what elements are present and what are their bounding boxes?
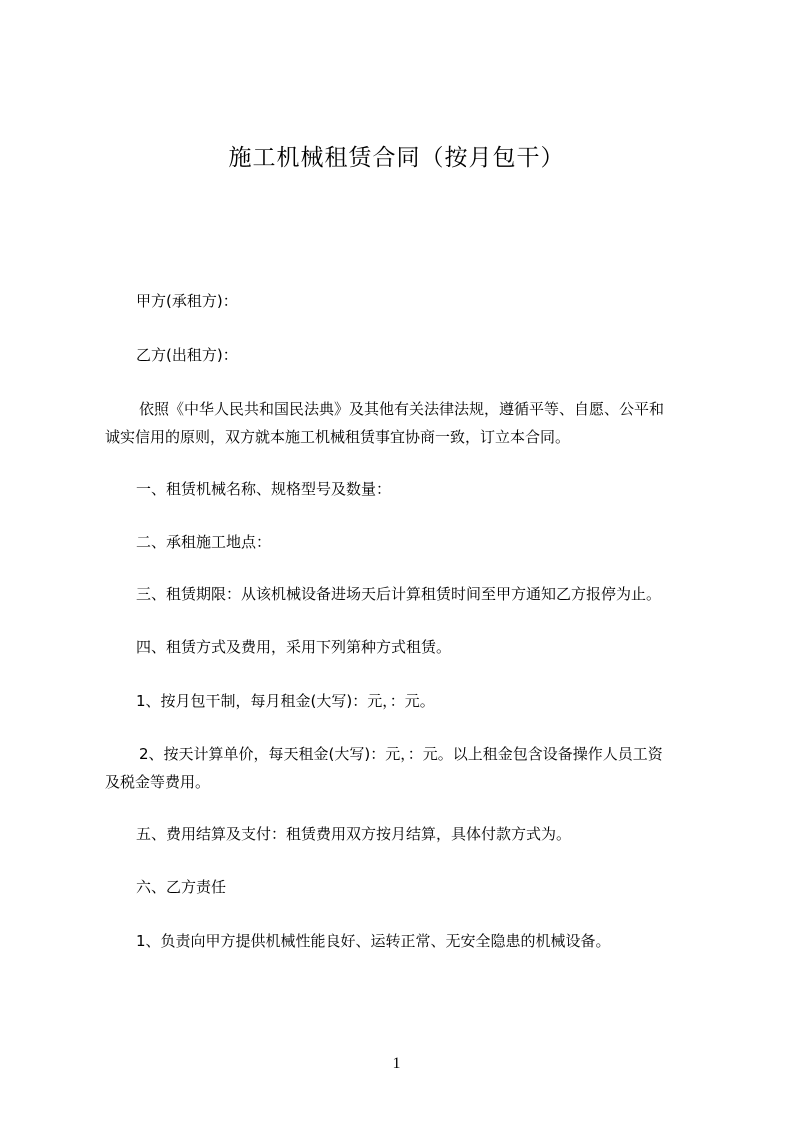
clause-4-line xyxy=(136,633,736,661)
clause-6-text: 六、乙方责任 xyxy=(136,878,227,896)
page-number: 1 xyxy=(392,1055,401,1072)
clause-6-line xyxy=(136,873,736,901)
clause-1-text: 一、租赁机械名称、规格型号及数量： xyxy=(136,480,392,498)
clause-6-1-text: 1、负责向甲方提供机械性能良好、运转正常、无安全隐患的机械设备。 xyxy=(136,932,611,950)
clause-4-text: 四、租赁方式及费用，采用下列第种方式租赁。 xyxy=(136,638,452,656)
party-a-line xyxy=(136,287,736,315)
clause-5-line xyxy=(136,820,736,848)
clause-1-line xyxy=(136,475,736,503)
clause-6-1-line xyxy=(136,927,736,955)
preamble-line-2: 诚实信用的原则，双方就本施工机械租赁事宜协商一致，订立本合同。 xyxy=(105,428,571,446)
preamble-line-1: 依照《中华人民共和国民法典》及其他有关法律法规，遵循平等、自愿、公平和 xyxy=(139,400,665,418)
clause-3-text: 三、租赁期限：从该机械设备进场天后计算租赁时间至甲方通知乙方报停为止。 xyxy=(136,585,662,603)
clause-4-1-line xyxy=(136,687,736,715)
clause-5-text: 五、费用结算及支付：租赁费用双方按月结算，具体付款方式为。 xyxy=(136,825,572,843)
clause-2-line xyxy=(136,528,736,556)
clause-4-1-text: 1、按月包干制，每月租金(大写)：元，：元。 xyxy=(136,692,435,710)
party-a-text: 甲方(承租方)： xyxy=(136,292,238,310)
party-b-line xyxy=(136,341,736,369)
clause-4-2-paragraph xyxy=(105,740,705,796)
party-b-text: 乙方(出租方)： xyxy=(136,346,238,364)
document-title: 施工机械租赁合同（按月包干） xyxy=(228,145,565,171)
clause-2-text: 二、承租施工地点： xyxy=(136,533,272,551)
clause-4-2-line-2: 及税金等费用。 xyxy=(105,773,211,791)
clause-3-line xyxy=(136,580,736,608)
clause-4-2-line-1: 2、按天计算单价，每天租金(大写)：元，：元。以上租金包含设备操作人员工资 xyxy=(139,745,663,763)
preamble-paragraph xyxy=(105,395,705,451)
